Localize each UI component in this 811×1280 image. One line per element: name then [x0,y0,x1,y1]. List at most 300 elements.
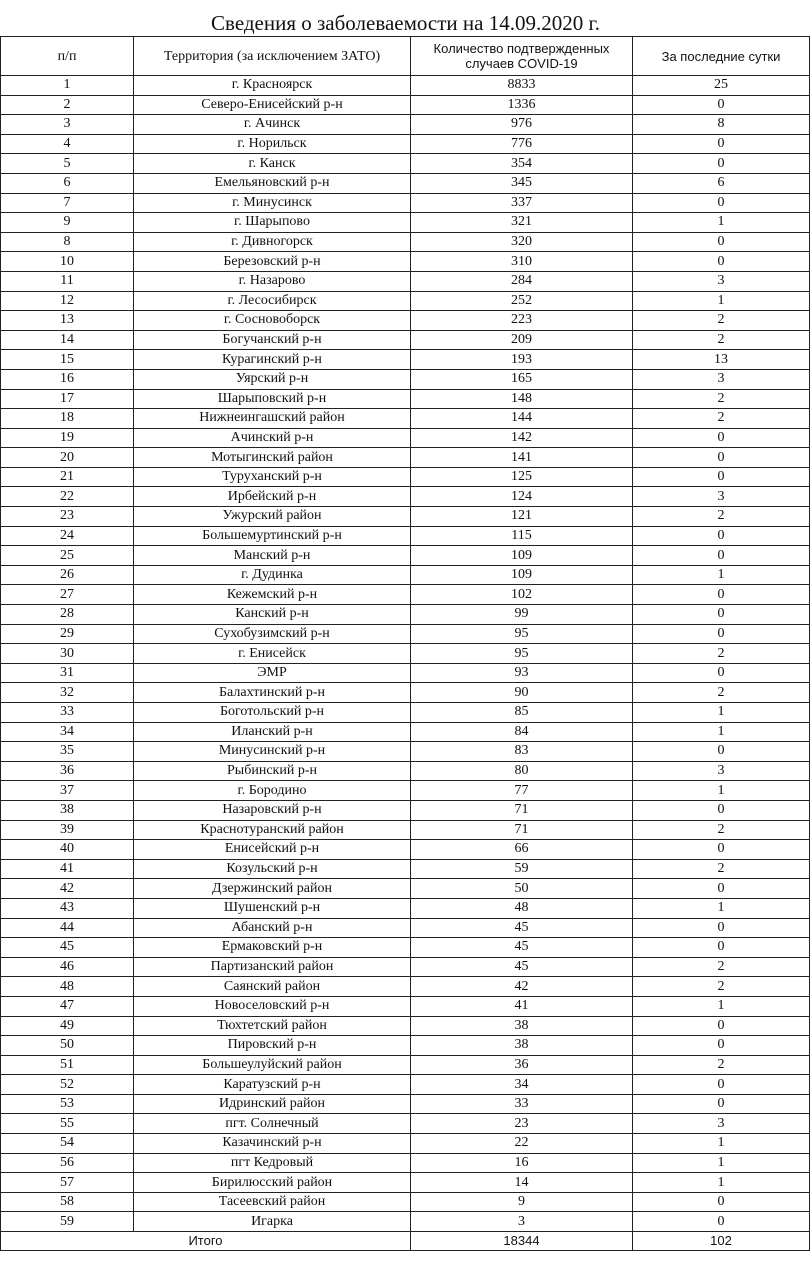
confirmed-cell: 23 [411,1114,633,1134]
row-num-cell: 5 [1,154,134,174]
table-row [1,213,810,233]
confirmed-cell: 95 [411,644,633,664]
row-num-cell: 4 [1,134,134,154]
last-day-cell: 2 [633,859,810,879]
row-num-cell: 54 [1,1134,134,1154]
confirmed-cell: 84 [411,722,633,742]
confirmed-cell: 144 [411,409,633,429]
table-row [1,409,810,429]
last-day-cell: 1 [633,213,810,233]
last-day-cell: 6 [633,173,810,193]
table-row [1,134,810,154]
row-num-cell: 16 [1,369,134,389]
last-day-cell: 2 [633,389,810,409]
confirmed-cell: 71 [411,820,633,840]
table-row [1,1016,810,1036]
last-day-cell: 0 [633,526,810,546]
confirmed-cell: 320 [411,232,633,252]
last-day-cell: 3 [633,761,810,781]
last-day-cell: 0 [633,546,810,566]
table-row [1,1134,810,1154]
territory-cell: ЭМР [134,663,411,683]
confirmed-cell: 141 [411,448,633,468]
page-title: Сведения о заболеваемости на 14.09.2020 г. [211,11,600,35]
last-day-cell: 1 [633,996,810,1016]
table-row [1,624,810,644]
last-day-cell: 3 [633,369,810,389]
territory-cell: Краснотуранский район [134,820,411,840]
table-row [1,859,810,879]
row-num-cell: 14 [1,330,134,350]
confirmed-cell: 95 [411,624,633,644]
confirmed-cell: 102 [411,585,633,605]
territory-cell: Ужурский район [134,507,411,527]
territory-cell: Туруханский р-н [134,467,411,487]
table-row [1,800,810,820]
row-num-cell: 55 [1,1114,134,1134]
row-num-cell: 23 [1,507,134,527]
confirmed-cell: 252 [411,291,633,311]
table-row [1,605,810,625]
confirmed-cell: 354 [411,154,633,174]
confirmed-cell: 45 [411,918,633,938]
row-num-cell: 52 [1,1075,134,1095]
confirmed-cell: 45 [411,938,633,958]
confirmed-cell: 1336 [411,95,633,115]
confirmed-cell: 109 [411,565,633,585]
territory-cell: г. Красноярск [134,76,411,96]
last-day-cell: 2 [633,330,810,350]
table-row [1,1075,810,1095]
confirmed-cell: 16 [411,1153,633,1173]
last-day-cell: 0 [633,605,810,625]
row-num-cell: 25 [1,546,134,566]
territory-cell: Иланский р-н [134,722,411,742]
last-day-cell: 0 [633,840,810,860]
territory-cell: Шарыповский р-н [134,389,411,409]
territory-cell: Абанский р-н [134,918,411,938]
last-day-cell: 3 [633,487,810,507]
row-num-cell: 12 [1,291,134,311]
confirmed-cell: 14 [411,1173,633,1193]
table-row [1,1212,810,1232]
confirmed-cell: 66 [411,840,633,860]
territory-cell: г. Лесосибирск [134,291,411,311]
confirmed-cell: 148 [411,389,633,409]
confirmed-cell: 109 [411,546,633,566]
table-row [1,311,810,331]
table-row [1,1094,810,1114]
row-num-cell: 41 [1,859,134,879]
last-day-cell: 0 [633,467,810,487]
row-num-cell: 19 [1,428,134,448]
covid-cases-table [0,36,810,1251]
territory-cell: Минусинский р-н [134,742,411,762]
row-num-cell: 24 [1,526,134,546]
confirmed-cell: 90 [411,683,633,703]
row-num-cell: 32 [1,683,134,703]
territory-cell: г. Назарово [134,271,411,291]
territory-cell: г. Дивногорск [134,232,411,252]
last-day-cell: 0 [633,1016,810,1036]
territory-cell: г. Дудинка [134,565,411,585]
territory-cell: г. Бородино [134,781,411,801]
territory-cell: Уярский р-н [134,369,411,389]
confirmed-cell: 310 [411,252,633,272]
row-num-cell: 38 [1,800,134,820]
last-day-cell: 2 [633,820,810,840]
last-day-cell: 1 [633,1134,810,1154]
row-num-cell: 30 [1,644,134,664]
territory-cell: Мотыгинский район [134,448,411,468]
total-confirmed: 18344 [411,1232,633,1251]
table-row [1,1114,810,1134]
header-num: п/п [1,37,134,76]
last-day-cell: 0 [633,95,810,115]
table-row [1,565,810,585]
last-day-cell: 0 [633,585,810,605]
territory-cell: Ачинский р-н [134,428,411,448]
territory-cell: Бирилюсский район [134,1173,411,1193]
table-row [1,703,810,723]
last-day-cell: 2 [633,409,810,429]
table-row [1,507,810,527]
territory-cell: Манский р-н [134,546,411,566]
confirmed-cell: 223 [411,311,633,331]
table-row [1,722,810,742]
last-day-cell: 0 [633,1036,810,1056]
confirmed-cell: 337 [411,193,633,213]
confirmed-cell: 38 [411,1016,633,1036]
table-row [1,918,810,938]
table-row [1,840,810,860]
territory-cell: пгт Кедровый [134,1153,411,1173]
last-day-cell: 2 [633,311,810,331]
table-row [1,76,810,96]
last-day-cell: 1 [633,291,810,311]
last-day-cell: 2 [633,507,810,527]
confirmed-cell: 321 [411,213,633,233]
row-num-cell: 50 [1,1036,134,1056]
territory-cell: Большеулуйский район [134,1055,411,1075]
row-num-cell: 26 [1,565,134,585]
territory-cell: Шушенский р-н [134,898,411,918]
territory-cell: Березовский р-н [134,252,411,272]
territory-cell: Северо-Енисейский р-н [134,95,411,115]
row-num-cell: 45 [1,938,134,958]
territory-cell: Партизанский район [134,957,411,977]
confirmed-cell: 59 [411,859,633,879]
territory-cell: Игарка [134,1212,411,1232]
row-num-cell: 8 [1,232,134,252]
last-day-cell: 2 [633,1055,810,1075]
territory-cell: Балахтинский р-н [134,683,411,703]
last-day-cell: 0 [633,1192,810,1212]
confirmed-cell: 50 [411,879,633,899]
territory-cell: г. Сосновоборск [134,311,411,331]
confirmed-cell: 115 [411,526,633,546]
territory-cell: Идринский район [134,1094,411,1114]
table-row [1,742,810,762]
confirmed-cell: 80 [411,761,633,781]
table-row [1,1192,810,1212]
table-row [1,1173,810,1193]
row-num-cell: 6 [1,173,134,193]
header-territory: Территория (за исключением ЗАТО) [134,37,411,76]
last-day-cell: 0 [633,252,810,272]
row-num-cell: 21 [1,467,134,487]
territory-cell: Енисейский р-н [134,840,411,860]
last-day-cell: 2 [633,683,810,703]
confirmed-cell: 45 [411,957,633,977]
territory-cell: Дзержинский район [134,879,411,899]
row-num-cell: 9 [1,213,134,233]
territory-cell: Богучанский р-н [134,330,411,350]
territory-cell: Козульский р-н [134,859,411,879]
last-day-cell: 0 [633,918,810,938]
confirmed-cell: 41 [411,996,633,1016]
row-num-cell: 1 [1,76,134,96]
territory-cell: Тасеевский район [134,1192,411,1212]
table-row [1,291,810,311]
table-header-row [1,37,810,76]
territory-cell: Новоселовский р-н [134,996,411,1016]
last-day-cell: 0 [633,663,810,683]
row-num-cell: 29 [1,624,134,644]
territory-cell: г. Канск [134,154,411,174]
confirmed-cell: 9 [411,1192,633,1212]
last-day-cell: 0 [633,232,810,252]
row-num-cell: 39 [1,820,134,840]
table-row [1,173,810,193]
last-day-cell: 1 [633,1173,810,1193]
row-num-cell: 37 [1,781,134,801]
territory-cell: Ирбейский р-н [134,487,411,507]
confirmed-cell: 22 [411,1134,633,1154]
row-num-cell: 34 [1,722,134,742]
territory-cell: г. Минусинск [134,193,411,213]
confirmed-cell: 99 [411,605,633,625]
confirmed-cell: 142 [411,428,633,448]
confirmed-cell: 38 [411,1036,633,1056]
row-num-cell: 48 [1,977,134,997]
table-row [1,252,810,272]
territory-cell: Ермаковский р-н [134,938,411,958]
row-num-cell: 18 [1,409,134,429]
last-day-cell: 13 [633,350,810,370]
last-day-cell: 25 [633,76,810,96]
territory-cell: Канский р-н [134,605,411,625]
row-num-cell: 43 [1,898,134,918]
confirmed-cell: 34 [411,1075,633,1095]
confirmed-cell: 48 [411,898,633,918]
territory-cell: Кежемский р-н [134,585,411,605]
territory-cell: Большемуртинский р-н [134,526,411,546]
table-row [1,115,810,135]
table-row [1,1055,810,1075]
table-row [1,898,810,918]
row-num-cell: 35 [1,742,134,762]
row-num-cell: 33 [1,703,134,723]
territory-cell: г. Шарыпово [134,213,411,233]
confirmed-cell: 8833 [411,76,633,96]
table-row [1,683,810,703]
last-day-cell: 1 [633,722,810,742]
row-num-cell: 22 [1,487,134,507]
confirmed-cell: 976 [411,115,633,135]
table-row [1,487,810,507]
row-num-cell: 28 [1,605,134,625]
territory-cell: Нижнеингашский район [134,409,411,429]
table-row [1,1036,810,1056]
row-num-cell: 3 [1,115,134,135]
table-row [1,526,810,546]
confirmed-cell: 284 [411,271,633,291]
last-day-cell: 0 [633,1075,810,1095]
row-num-cell: 27 [1,585,134,605]
table-row [1,938,810,958]
territory-cell: Казачинский р-н [134,1134,411,1154]
confirmed-cell: 209 [411,330,633,350]
total-label: Итого [1,1232,411,1251]
row-num-cell: 31 [1,663,134,683]
last-day-cell: 2 [633,957,810,977]
confirmed-cell: 85 [411,703,633,723]
last-day-cell: 1 [633,703,810,723]
table-row [1,781,810,801]
territory-cell: г. Норильск [134,134,411,154]
last-day-cell: 0 [633,1212,810,1232]
territory-cell: Пировский р-н [134,1036,411,1056]
row-num-cell: 56 [1,1153,134,1173]
row-num-cell: 47 [1,996,134,1016]
territory-cell: Каратузский р-н [134,1075,411,1095]
territory-cell: Тюхтетский район [134,1016,411,1036]
row-num-cell: 42 [1,879,134,899]
row-num-cell: 20 [1,448,134,468]
row-num-cell: 49 [1,1016,134,1036]
last-day-cell: 3 [633,271,810,291]
territory-cell: г. Енисейск [134,644,411,664]
last-day-cell: 0 [633,193,810,213]
confirmed-cell: 71 [411,800,633,820]
row-num-cell: 46 [1,957,134,977]
confirmed-cell: 36 [411,1055,633,1075]
confirmed-cell: 776 [411,134,633,154]
territory-cell: Сухобузимский р-н [134,624,411,644]
table-row [1,369,810,389]
territory-cell: пгт. Солнечный [134,1114,411,1134]
table-row [1,663,810,683]
total-last-day: 102 [633,1232,810,1251]
table-row [1,271,810,291]
confirmed-cell: 125 [411,467,633,487]
row-num-cell: 59 [1,1212,134,1232]
last-day-cell: 8 [633,115,810,135]
row-num-cell: 11 [1,271,134,291]
row-num-cell: 2 [1,95,134,115]
table-row [1,957,810,977]
last-day-cell: 1 [633,565,810,585]
confirmed-cell: 121 [411,507,633,527]
territory-cell: Емельяновский р-н [134,173,411,193]
last-day-cell: 2 [633,644,810,664]
table-row [1,193,810,213]
confirmed-cell: 345 [411,173,633,193]
table-row [1,95,810,115]
table-row [1,232,810,252]
table-row [1,644,810,664]
last-day-cell: 0 [633,428,810,448]
table-row [1,977,810,997]
table-row [1,820,810,840]
row-num-cell: 53 [1,1094,134,1114]
last-day-cell: 1 [633,781,810,801]
table-body [1,76,810,1232]
row-num-cell: 17 [1,389,134,409]
last-day-cell: 0 [633,134,810,154]
table-row [1,350,810,370]
confirmed-cell: 93 [411,663,633,683]
table-row [1,1153,810,1173]
territory-cell: г. Ачинск [134,115,411,135]
row-num-cell: 36 [1,761,134,781]
last-day-cell: 0 [633,154,810,174]
row-num-cell: 7 [1,193,134,213]
confirmed-cell: 42 [411,977,633,997]
territory-cell: Рыбинский р-н [134,761,411,781]
confirmed-cell: 83 [411,742,633,762]
confirmed-cell: 193 [411,350,633,370]
confirmed-cell: 3 [411,1212,633,1232]
last-day-cell: 0 [633,742,810,762]
last-day-cell: 0 [633,624,810,644]
last-day-cell: 0 [633,800,810,820]
table-row [1,546,810,566]
row-num-cell: 13 [1,311,134,331]
table-row [1,996,810,1016]
confirmed-cell: 124 [411,487,633,507]
row-num-cell: 51 [1,1055,134,1075]
row-num-cell: 40 [1,840,134,860]
last-day-cell: 0 [633,448,810,468]
last-day-cell: 0 [633,879,810,899]
confirmed-cell: 165 [411,369,633,389]
table-row [1,154,810,174]
row-num-cell: 57 [1,1173,134,1193]
row-num-cell: 15 [1,350,134,370]
row-num-cell: 10 [1,252,134,272]
territory-cell: Назаровский р-н [134,800,411,820]
confirmed-cell: 77 [411,781,633,801]
last-day-cell: 0 [633,938,810,958]
table-row [1,448,810,468]
territory-cell: Курагинский р-н [134,350,411,370]
table-row [1,330,810,350]
last-day-cell: 1 [633,1153,810,1173]
confirmed-cell: 33 [411,1094,633,1114]
row-num-cell: 58 [1,1192,134,1212]
total-row [1,1232,810,1251]
row-num-cell: 44 [1,918,134,938]
table-row [1,585,810,605]
last-day-cell: 3 [633,1114,810,1134]
table-row [1,879,810,899]
header-last-day: За последние сутки [633,37,810,76]
last-day-cell: 1 [633,898,810,918]
table-row [1,428,810,448]
table-row [1,761,810,781]
